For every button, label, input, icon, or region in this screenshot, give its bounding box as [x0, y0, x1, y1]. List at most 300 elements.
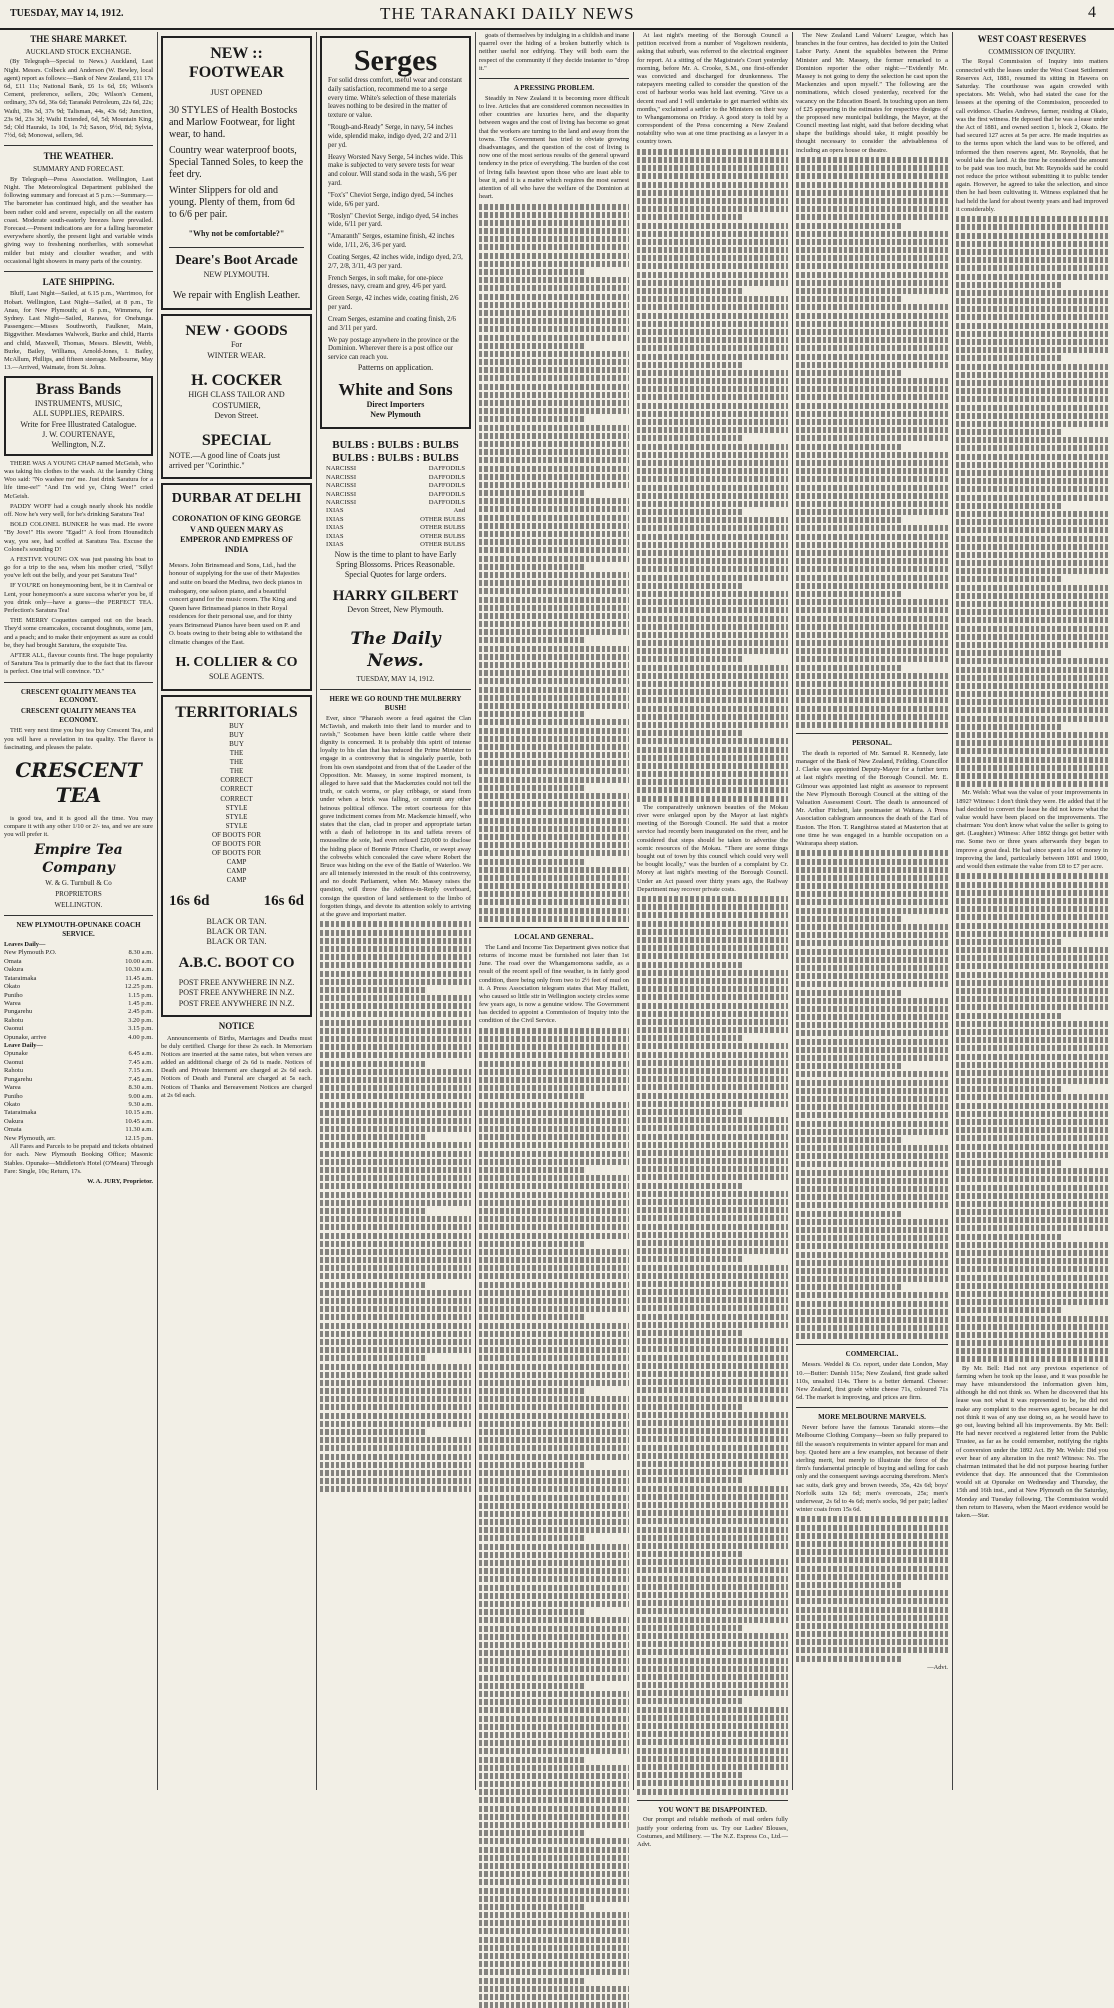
text-line — [637, 591, 788, 597]
melbourne-sign: —Advt. — [927, 1663, 948, 1671]
column-7 — [956, 32, 1108, 1790]
territorials-line: STYLE — [225, 821, 248, 830]
text-line — [956, 1111, 1108, 1117]
text-line — [637, 272, 788, 278]
timetable-row — [4, 1093, 153, 1101]
west-coast-body: The Royal Commission of Inquiry into matters connected with the leases under the West Coast Settlement Reserves Act, 1881, resumed its sitting in Hawera on Saturday. The courthouse was again crowded with spectators. Mr. Welsh, who had stated the case for the lessees at the opening of the Commission, proceeded to call evidence. Charles Andrews, farmer, residing at Okato, was the first witness. He deposed that he was a lease under the Act of 1881, and owned section 1, block 2, Okato. He had secured 127 acres at 5s per acre. He made inquiries as to the terms upon which the land was to be offered, and informed the then reserves agent, Mr. Reynolds, that he would take the land. At the time he considered the amount to be paid was too much, but Mr. Reynolds said he could not reduce the price without submitting it to public tender again. However, he agreed to take the selection, and since then he had been cultivating it. Witness explained that he had held the land for about twenty years and had improved it considerably. — [956, 58, 1108, 213]
text-line — [956, 1217, 1108, 1223]
text-line — [479, 539, 629, 545]
text-line — [956, 388, 1108, 394]
text-line — [956, 576, 1062, 582]
stop-time: 4.00 p.m. — [128, 1033, 153, 1041]
text-line — [796, 899, 948, 905]
text-line — [637, 986, 788, 992]
text-line — [479, 1789, 629, 1795]
text-line — [637, 912, 788, 918]
text-line — [796, 1317, 948, 1323]
text-line — [637, 1191, 788, 1197]
text-line — [637, 929, 788, 935]
text-line — [637, 747, 788, 753]
text-line — [796, 1582, 902, 1588]
text-line — [320, 1183, 471, 1189]
text-line — [479, 1666, 629, 1672]
text-line — [637, 1690, 788, 1696]
text-line — [796, 1219, 948, 1225]
text-line — [479, 1183, 629, 1189]
text-line — [796, 1088, 948, 1094]
text-line — [479, 777, 629, 783]
text-line — [637, 583, 743, 589]
text-line — [637, 1142, 788, 1148]
text-line — [637, 370, 788, 376]
text-line — [479, 1339, 629, 1345]
text-line — [320, 1036, 471, 1042]
text-line — [956, 405, 1108, 411]
text-line — [479, 474, 629, 480]
text-line — [956, 955, 1108, 961]
text-line — [956, 1029, 1108, 1035]
text-line — [637, 970, 788, 976]
text-line — [956, 683, 1108, 689]
text-line — [796, 558, 948, 564]
text-line — [320, 1298, 471, 1304]
text-line — [320, 1413, 471, 1419]
text-line — [479, 1052, 629, 1058]
text-line — [479, 719, 629, 725]
text-line — [479, 326, 629, 332]
text-line — [479, 1748, 629, 1754]
text-line — [479, 1036, 629, 1042]
text-line — [637, 1739, 788, 1745]
text-line — [637, 1600, 788, 1606]
serges-intro: For solid dress comfort, useful wear and constant daily satisfaction, recommend me to a serge every time. White's selection of these materials leaves nothing to be desired in the matter of texture or value. — [328, 77, 463, 120]
text-line — [956, 1144, 1108, 1150]
territorials-line: THE — [229, 758, 244, 767]
text-line — [479, 1028, 629, 1034]
bulb-right: DAFFODILS — [428, 490, 465, 498]
text-line — [956, 699, 1108, 705]
white-sons-title: White and Sons — [338, 380, 453, 400]
text-line — [637, 1297, 788, 1303]
text-line — [479, 1503, 629, 1509]
text-line — [637, 1772, 743, 1778]
text-line — [479, 1470, 629, 1476]
text-line — [956, 216, 1108, 222]
text-line — [320, 1339, 471, 1345]
text-line — [796, 386, 948, 392]
text-line — [637, 452, 788, 458]
text-line — [479, 1102, 629, 1108]
text-line — [637, 165, 788, 171]
text-line — [479, 1085, 629, 1091]
text-line — [796, 859, 948, 865]
melbourne-body: Never before have the famous Taranaki stores—the Melbourne Clothing Company—been so fully prepared to fill the season's requirements in winter apparel for man and boy. Quoted here are a few examples, not because of their sterling merit, but merely to illustrate the force of the firm's fundamental principle of buying and selling for cash only and the consequent savings accruing therefrom. Men's sac suits, dark grey and brown tweeds, 35s, 42s 6d; boys' Norfolk suits 12s 6d; men's overcoats, 25s; men's underwear, 2s 6d to 4s 6d; men's socks, 9d per pair; ladies' winter coats from 15s 6d. — [796, 1424, 948, 1514]
text-line — [637, 1453, 788, 1459]
text-line — [637, 1256, 743, 1262]
text-line — [637, 624, 788, 630]
text-line — [637, 1363, 788, 1369]
text-line — [956, 1168, 1108, 1174]
text-line — [956, 939, 1062, 945]
text-line — [637, 1436, 788, 1442]
text-line — [637, 1101, 788, 1107]
serge-item: "Rough-and-Ready" Serge, in navy, 54 inches wide, splendid make, indigo dyed, 2/2 and 2/11 per yd. — [328, 124, 457, 149]
stop-name: Warea — [4, 1084, 21, 1092]
text-line — [637, 329, 788, 335]
territorials-line: THE — [229, 767, 244, 776]
text-line — [956, 265, 1108, 271]
text-line — [796, 288, 948, 294]
text-line — [956, 355, 1062, 361]
text-line — [637, 599, 788, 605]
text-line — [956, 1037, 1108, 1043]
text-line — [479, 1560, 629, 1566]
text-line — [956, 667, 1108, 673]
text-line — [637, 1486, 788, 1492]
bulb-right: OTHER BULBS — [420, 515, 465, 523]
text-line — [479, 506, 629, 512]
text-line — [479, 1904, 584, 1910]
bulb-left: NARCISSI — [326, 490, 357, 498]
text-line — [479, 515, 629, 521]
text-line — [479, 1364, 629, 1370]
text-line — [637, 231, 788, 237]
text-line — [320, 1364, 471, 1370]
text-line — [479, 580, 629, 586]
text-line — [479, 662, 629, 668]
abc-line: POST FREE ANYWHERE IN N.Z. — [178, 988, 295, 998]
column-4 — [479, 32, 629, 1790]
bulbs-ad — [320, 433, 471, 621]
text-line — [956, 495, 1108, 501]
text-line — [637, 1125, 788, 1131]
text-line — [637, 1649, 788, 1655]
weather-heading: THE WEATHER. — [43, 151, 114, 162]
text-line — [956, 1291, 1108, 1297]
text-line — [796, 165, 948, 171]
text-line — [479, 1961, 629, 1967]
text-line — [320, 1486, 471, 1492]
text-line — [479, 1265, 629, 1271]
text-line — [637, 419, 788, 425]
text-line — [479, 793, 629, 799]
page-number: 4 — [1088, 4, 1096, 21]
text-line — [479, 1241, 584, 1247]
text-line — [479, 1806, 629, 1812]
masthead-title: THE TARANAKI DAILY NEWS — [380, 4, 635, 23]
timetable-row — [326, 507, 465, 515]
text-line — [796, 304, 948, 310]
melbourne-heading: MORE MELBOURNE MARVELS. — [818, 1413, 926, 1422]
text-line — [320, 946, 471, 952]
text-line — [956, 1135, 1108, 1141]
text-line — [796, 182, 948, 188]
text-line — [637, 517, 788, 523]
text-line — [796, 354, 948, 360]
stop-name: Puniho — [4, 1092, 23, 1100]
text-line — [479, 785, 584, 791]
text-line — [320, 1380, 471, 1386]
saratura-ad: PADDY WOFF had a cough nearly shook his noddle off. Now he's very well, for he's drinking Saratura Tea! — [4, 502, 153, 518]
empire-prop: PROPRIETORS — [55, 890, 102, 899]
west-coast-heading: WEST COAST RESERVES — [977, 34, 1087, 44]
text-line — [956, 331, 1108, 337]
text-line — [637, 689, 788, 695]
stop-time: 11.30 a.m. — [125, 1126, 153, 1134]
text-line — [956, 963, 1108, 969]
text-line — [956, 923, 1108, 929]
text-line — [796, 632, 948, 638]
text-line — [637, 962, 743, 968]
text-line — [320, 987, 426, 993]
text-line — [796, 1080, 948, 1086]
text-line — [637, 1477, 743, 1483]
text-line — [637, 509, 743, 515]
stop-time: 7.15 a.m. — [128, 1067, 153, 1075]
text-line — [637, 534, 788, 540]
timetable-row — [326, 533, 465, 541]
text-line — [956, 298, 1108, 304]
new-goods-winter: WINTER WEAR. — [207, 350, 266, 360]
text-line — [956, 1275, 1108, 1281]
text-line — [479, 425, 629, 431]
text-line — [479, 1740, 629, 1746]
column-rule — [952, 32, 953, 1790]
text-line — [479, 1462, 584, 1468]
special-note: NOTE.—A good line of Coats just arrived per "Corinthic." — [169, 450, 281, 471]
text-line — [637, 1330, 743, 1336]
timetable-row — [4, 1008, 153, 1016]
text-line — [637, 1715, 788, 1721]
text-line — [479, 310, 629, 316]
text-line — [637, 550, 788, 556]
text-line — [796, 296, 902, 302]
text-line — [479, 1969, 629, 1975]
text-line — [956, 1299, 1108, 1305]
text-line — [637, 485, 788, 491]
text-line — [479, 834, 629, 840]
text-line — [796, 1104, 948, 1110]
text-line — [637, 1035, 743, 1041]
text-line — [637, 1731, 788, 1737]
text-line — [796, 981, 948, 987]
text-line — [479, 1601, 629, 1607]
text-line — [956, 486, 1108, 492]
text-line — [320, 962, 471, 968]
text-line — [637, 468, 788, 474]
territorials-line: CAMP — [226, 867, 247, 876]
durbar-body: Messrs. John Brinsmead and Sons, Ltd., had the honour of supplying for the use of their Majesties and suite on board the Medina, two deck pianos in mahogany, one saloon piano, and a beautiful concert grand for the music room. The King and Queen have Brinsmead pianos in their Royal residences for their personal use, and for thirty years Brinsmead Pianos have been used on P. and O. boats owing to their being able to withstand the climatic changes of the East. — [169, 561, 303, 646]
text-line — [320, 1208, 426, 1214]
text-line — [479, 318, 629, 324]
stop-name: Okato — [4, 983, 21, 991]
text-line — [479, 1863, 629, 1869]
text-line — [637, 1633, 788, 1639]
text-line — [796, 460, 948, 466]
timetable-row — [4, 1050, 153, 1058]
text-line — [479, 416, 584, 422]
text-line — [796, 916, 902, 922]
text-line — [796, 1260, 948, 1266]
text-line — [796, 1533, 948, 1539]
text-line — [956, 675, 1108, 681]
text-line — [479, 1658, 629, 1664]
text-line — [637, 1019, 788, 1025]
stop-time: 9.30 a.m. — [128, 1101, 153, 1109]
timetable-row — [326, 474, 465, 482]
bulbs-title: BULBS : BULBS : BULBS — [332, 452, 459, 465]
text-line — [637, 1060, 788, 1066]
pressing-problem-heading: A PRESSING PROBLEM. — [513, 83, 595, 92]
territorials-line: CAMP — [226, 858, 247, 867]
text-line — [479, 1413, 629, 1419]
text-line — [479, 269, 584, 275]
text-line — [796, 566, 948, 572]
text-line — [479, 236, 629, 242]
saratura-ad: AFTER ALL, flavour counts first. The huge popularity of Saratura Tea is primarily due to the fact that its flavour is perfect. One trial will convince. "D." — [4, 651, 153, 676]
text-line — [320, 1052, 471, 1058]
text-line — [796, 1607, 948, 1613]
weather-subheading: SUMMARY AND FORECAST. — [33, 164, 124, 173]
text-line — [320, 1126, 471, 1132]
text-line — [479, 547, 629, 553]
text-line — [956, 947, 1108, 953]
text-line — [637, 223, 788, 229]
text-line — [479, 1290, 629, 1296]
text-line — [956, 527, 1108, 533]
text-line — [320, 1396, 471, 1402]
text-line — [796, 665, 902, 671]
stop-time: 1.15 p.m. — [128, 991, 153, 999]
column-2 — [161, 32, 312, 1790]
text-line — [637, 755, 788, 761]
text-line — [320, 1265, 471, 1271]
gilbert-addr: Devon Street, New Plymouth. — [347, 604, 444, 614]
text-line — [956, 421, 1108, 427]
text-line — [796, 940, 948, 946]
timetable-row — [4, 1067, 153, 1075]
text-line — [320, 1323, 471, 1329]
serge-item: Green Serge, 42 inches wide, coating finish, 2/6 per yard. — [328, 295, 459, 312]
text-line — [320, 1388, 471, 1394]
text-line — [796, 673, 948, 679]
text-line — [956, 617, 1108, 623]
territorials-line: OF BOOTS FOR — [211, 840, 261, 849]
timetable-row — [4, 1076, 153, 1084]
text-line — [637, 1166, 788, 1172]
brass-line: INSTRUMENTS, MUSIC, — [34, 398, 123, 408]
text-line — [637, 239, 788, 245]
text-line — [956, 914, 1108, 920]
text-line — [796, 1574, 948, 1580]
text-line — [479, 1953, 629, 1959]
text-line — [796, 1525, 948, 1531]
text-line — [479, 605, 629, 611]
text-line — [479, 408, 629, 414]
territorials-line: OF BOOTS FOR — [211, 849, 261, 858]
text-line — [637, 1527, 788, 1533]
text-line — [479, 1986, 629, 1992]
text-line — [796, 722, 948, 728]
text-line — [479, 1724, 629, 1730]
text-line — [637, 1355, 788, 1361]
text-line — [479, 1306, 629, 1312]
text-line — [796, 198, 948, 204]
text-filler — [479, 1028, 629, 2008]
text-line — [796, 965, 948, 971]
text-line — [479, 654, 629, 660]
timetable-row — [4, 1017, 153, 1025]
text-line — [956, 519, 1108, 525]
text-line — [479, 1323, 629, 1329]
text-line — [956, 1021, 1108, 1027]
timetable-row — [4, 1084, 153, 1092]
text-line — [479, 1192, 629, 1198]
text-line — [796, 591, 902, 597]
text-line — [479, 703, 629, 709]
text-line — [637, 1494, 788, 1500]
timetable-row — [4, 1034, 153, 1042]
text-line — [479, 809, 629, 815]
local-news-body: At last night's meeting of the Borough Council a petition received from a number of Vogeltown residents, asking that suburb, was referred to the electrical engineer for report. At a sitting of the Magistrate's Court yesterday morning, before Mr. A. Crooke, S.M., one first-offender was convicted and discharged for drunkenness. The ratepayers meeting called to consider the question of the cost of harbour works was held last evening. "Give us a decent road and I will undertake to get married within six months," exclaimed a settler to the Ministers on their way to Whangamomona on Friday. A good story is told by a correspondent of the Press concerning a New Zealand notability who was at one time practising as a lawyer in a country town. — [637, 32, 788, 146]
text-line — [956, 503, 1062, 509]
text-line — [637, 673, 788, 679]
text-line — [796, 1178, 948, 1184]
text-line — [320, 1478, 471, 1484]
text-line — [956, 1160, 1062, 1166]
text-line — [956, 314, 1108, 320]
stop-name: Omata — [4, 1126, 22, 1134]
text-line — [637, 198, 788, 204]
text-line — [320, 1102, 471, 1108]
tan-line: BLACK OR TAN. — [206, 916, 267, 926]
text-line — [637, 1461, 788, 1467]
text-line — [796, 435, 948, 441]
text-line — [320, 1331, 471, 1337]
text-line — [320, 1257, 471, 1263]
text-line — [956, 544, 1108, 550]
text-line — [637, 787, 788, 793]
timetable-row — [4, 975, 153, 983]
territorials-line: CAMP — [226, 876, 247, 885]
text-filler — [956, 873, 1108, 1362]
coach-timetable-out — [4, 949, 153, 1042]
text-line — [479, 826, 629, 832]
text-line — [637, 182, 788, 188]
personal-body: The death is reported of Mr. Samuel R. Kennedy, late manager of the Bank of New Zealand, Feilding. Councillor J. Clarke was appointed Deputy-Mayor for a further term at last night's meeting of the Borough Council. Mr. E. Gilmour was appointed last night as assessor to represent the New Plymouth Borough Council at the sitting of the Valuation Assessment Court. The death is announced of Mr. Arthur Fitchett, late postmaster at Waitara. A Press Association cablegram announces the death of the Earl of Euston. The Hon. T. Rangihiroa stated at Masterton that at one time he was engaged in a humble occupation on a Wairarapa sheep station. — [796, 749, 948, 847]
stop-name: New Plymouth P.O. — [4, 949, 57, 957]
text-line — [479, 204, 629, 210]
text-line — [479, 1486, 629, 1492]
text-line — [479, 1093, 584, 1099]
text-line — [796, 255, 948, 261]
footwear-ad — [161, 36, 312, 310]
bulb-left: NARCISSI — [326, 499, 357, 506]
text-line — [637, 1764, 788, 1770]
text-filler — [796, 157, 948, 728]
stop-time: 12.25 p.m. — [124, 983, 153, 991]
bulbs-title: BULBS : BULBS : BULBS — [332, 438, 459, 451]
text-line — [637, 722, 788, 728]
text-line — [637, 771, 788, 777]
text-line — [479, 1061, 629, 1067]
text-line — [796, 1590, 948, 1596]
text-line — [479, 1282, 629, 1288]
text-line — [956, 740, 1108, 746]
text-line — [479, 261, 629, 267]
text-line — [479, 1380, 629, 1386]
text-line — [479, 375, 629, 381]
